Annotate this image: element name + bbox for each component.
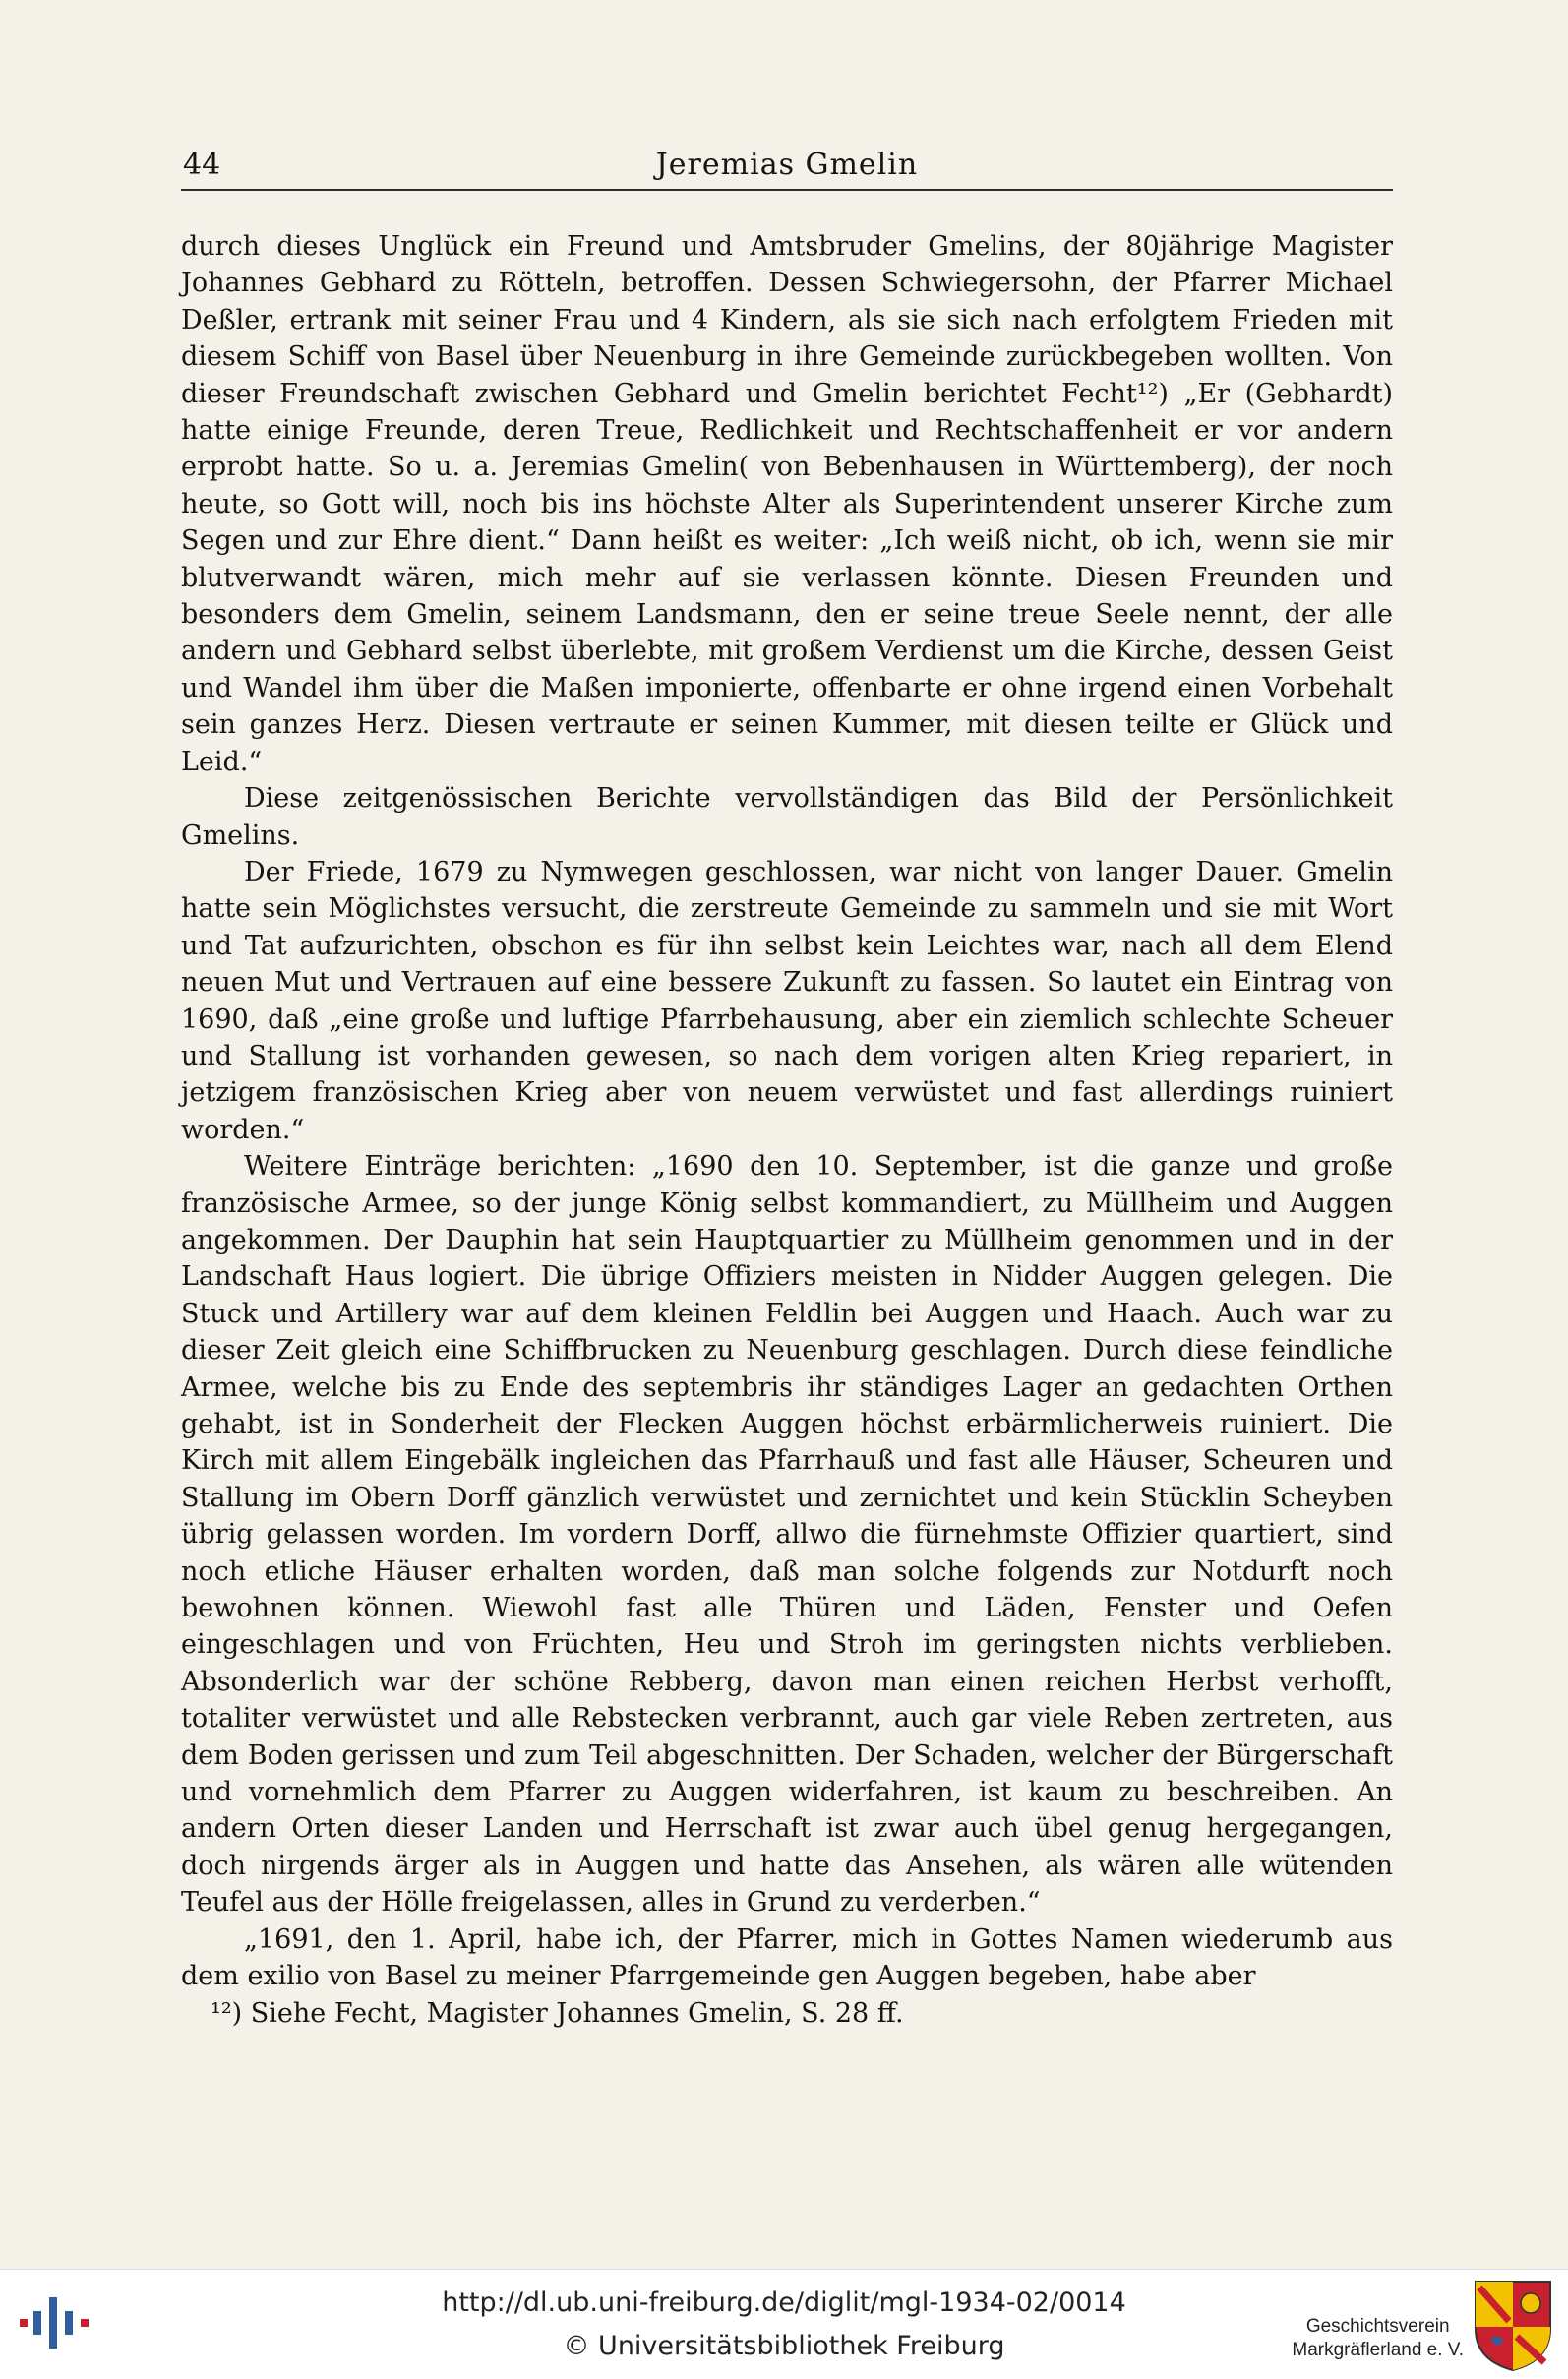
society-line-1: Geschichtsverein bbox=[1305, 2316, 1450, 2337]
paragraph-1: durch dieses Unglück ein Freund und Amtsbruder Gmelins, der 80jährige Magister Johannes Gebhard zu Rötteln, betroffen. Dessen Schwiegersohn, der Pfarrer Michael Deßler, ertrank mit seiner Frau und 4 Kindern, als sie sich nach erfolgtem Frieden mit diesem Schiff von Basel über Neuenburg in ihre Gemeinde zurückbegeben wollten. Von dieser Freundschaft zwischen Gebhard und Gmelin berichtet Fecht¹²) „Er (Gebhardt) hatte einige Freunde, deren Treue, Redlichkeit und Rechtschaffenheit er vor andern erprobt hatte. So u. a. Jeremias Gmelin( von Bebenhausen in Württemberg), der noch heute, so Gott will, noch bis ins höchste Alter als Superintendent unserer Kirche zum Segen und zur Ehre dient.“ Dann heißt es weiter: „Ich weiß nicht, ob ich, wenn sie mir blutverwandt wären, mich mehr auf sie verlassen könnte. Diesen Freunden und besonders dem Gmelin, seinem Landsmann, den er seine treue Seele nennt, der alle andern und Gebhard selbst überlebte, mit großem Verdienst um die Kirche, dessen Geist und Wandel ihm über die Maßen imponierte, offenbarte er ohne irgend einen Vorbehalt sein ganzes Herz. Diesen vertraute er seinen Kummer, mit diesen teilte er Glück und Leid.“ bbox=[181, 231, 1393, 777]
running-head bbox=[181, 146, 1393, 191]
paragraph-5: „1691, den 1. April, habe ich, der Pfarrer, mich in Gottes Namen wiederumb aus dem exilio von Basel zu meiner Pfarrgemeinde gen Auggen begeben, habe aber bbox=[181, 1923, 1393, 1992]
paragraph-4: Weitere Einträge berichten: „1690 den 10. September, ist die ganze und große französische Armee, so der junge König selbst kommandiert, zu Müllheim und Auggen angekommen. Der Dauphin hat sein Hauptquartier zu Müllheim genommen und in der Landschaft Haus logiert. Die übrige Offiziers meisten in Nidder Auggen gelegen. Die Stuck und Artillery war auf dem kleinen Feldlin bei Auggen und Haach. Auch war zu dieser Zeit gleich eine Schiffbrucken zu Neuenburg geschlagen. Durch diese feindliche Armee, welche bis zu Ende des septembris ihr ständiges Lager an gedachten Orthen gehabt, ist in Sonderheit der Flecken Auggen höchst erbärmlicherweis ruiniert. Die Kirch mit allem Eingebälk ingleichen das Pfarrhauß und fast alle Häuser, Scheuren und Stallung im Obern Dorff gänzlich verwüstet und zernichtet und kein Stücklin Scheyben übrig gelassen worden. Im vordern Dorff, allwo die fürnehmste Offizier quartiert, sind noch etliche Häuser erhalten worden, daß man solche folgends zur Notdurft noch bewohnen können. Wiewohl fast alle Thüren und Läden, Fenster und Oefen eingeschlagen und von Früchten, Heu und Stroh im geringsten nichts verblieben. Absonderlich war der schöne Rebberg, davon man einen reichen Herbst verhofft, totaliter verwüstet und alle Rebstecken verbrannt, auch gar viele Reben zertreten, aus dem Boden gerissen und zum Teil abgeschnitten. Der Schaden, welcher der Bürgerschaft und vornehmlich dem Pfarrer zu Auggen widerfahren, ist kaum zu beschreiben. An andern Orten dieser Landen und Herrschaft ist zwar auch übel genug hergegangen, doch nirgends ärger als in Auggen und hatte das Ansehen, als wären alle wütenden Teufel aus der Hölle freigelassen, alles in Grund zu verderben.“ bbox=[181, 1151, 1393, 1919]
society-line-2: Markgräflerland e. V. bbox=[1292, 2340, 1464, 2360]
page-number: 44 bbox=[183, 148, 221, 182]
paragraph-2: Diese zeitgenössischen Berichte vervollständigen das Bild der Persönlichkeit Gmelins. bbox=[181, 783, 1393, 851]
running-title: Jeremias Gmelin bbox=[655, 148, 919, 182]
society-name bbox=[1292, 2315, 1464, 2362]
copyright-notice: © Universitätsbibliothek Freiburg bbox=[563, 2331, 1005, 2361]
paragraph-3: Der Friede, 1679 zu Nymwegen geschlossen, war nicht von langer Dauer. Gmelin hatte sein Möglichstes versucht, die zerstreute Gemeinde zu sammeln und sie mit Wort und Tat aufzurichten, obschon es für ihn selbst kein Leichtes war, nach all dem Elend neuen Mut und Vertrauen auf eine bessere Zukunft zu fassen. So lautet ein Eintrag von 1690, daß „eine große und luftige Pfarrbehausung, aber ein ziemlich schlechte Scheuer und Stallung ist vorhanden gewesen, so nach dem vorigen alten Krieg repariert, in jetzigem französischen Krieg aber von neuem verwüstet und fast allerdings ruiniert worden.“ bbox=[181, 856, 1393, 1145]
permalink-url[interactable]: http://dl.ub.uni-freiburg.de/diglit/mgl-1934-02/0014 bbox=[442, 2288, 1126, 2318]
footnote: ¹²) Siehe Fecht, Magister Johannes Gmelin, S. 28 ff. bbox=[211, 1998, 904, 2029]
library-footer bbox=[0, 2269, 1568, 2379]
coat-of-arms-icon bbox=[1472, 2278, 1554, 2372]
body-text bbox=[181, 228, 1393, 1995]
